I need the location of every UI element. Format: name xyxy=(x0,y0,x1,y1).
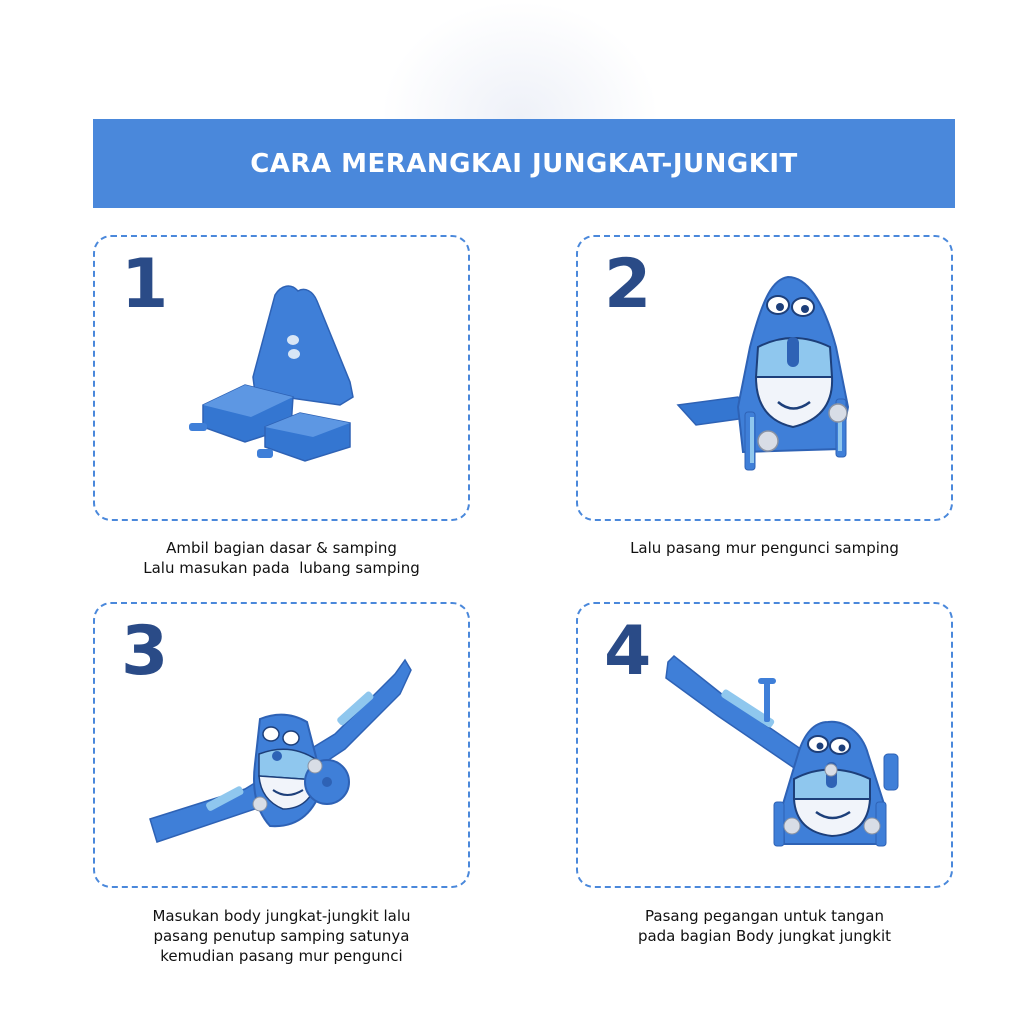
step-4-card xyxy=(576,602,953,888)
caption-line: Pasang pegangan untuk tangan xyxy=(645,907,884,925)
step-1-caption xyxy=(93,538,470,578)
caption-line: pasang penutup samping satunya xyxy=(153,927,410,945)
caption-line: kemudian pasang mur pengunci xyxy=(160,947,403,965)
caption-line: pada bagian Body jungkat jungkit xyxy=(637,927,892,945)
step-3-number: 3 xyxy=(121,612,169,691)
step-1-base-part-image xyxy=(95,237,470,521)
step-4-caption xyxy=(576,906,953,946)
step-2-caption xyxy=(576,538,953,558)
page-title: CARA MERANGKAI JUNGKAT-JUNGKIT xyxy=(250,148,798,179)
top-background-glow xyxy=(380,0,660,130)
step-3-body-assembled-image xyxy=(95,604,470,888)
title-banner xyxy=(93,119,955,208)
step-1-card xyxy=(93,235,470,521)
caption-line: Lalu pasang mur pengunci samping xyxy=(630,539,899,557)
step-4-handle-attached-image xyxy=(578,604,953,888)
step-2-number: 2 xyxy=(604,245,652,324)
step-1-number: 1 xyxy=(121,245,169,324)
caption-line: Lalu masukan pada lubang samping xyxy=(143,559,420,577)
step-4-number: 4 xyxy=(604,612,652,691)
step-3-card xyxy=(93,602,470,888)
caption-line: Masukan body jungkat-jungkit lalu xyxy=(152,907,411,925)
caption-line: Ambil bagian dasar & samping xyxy=(166,539,397,557)
step-3-caption xyxy=(93,906,470,966)
step-2-card xyxy=(576,235,953,521)
step-2-side-with-nut-image xyxy=(578,237,953,521)
